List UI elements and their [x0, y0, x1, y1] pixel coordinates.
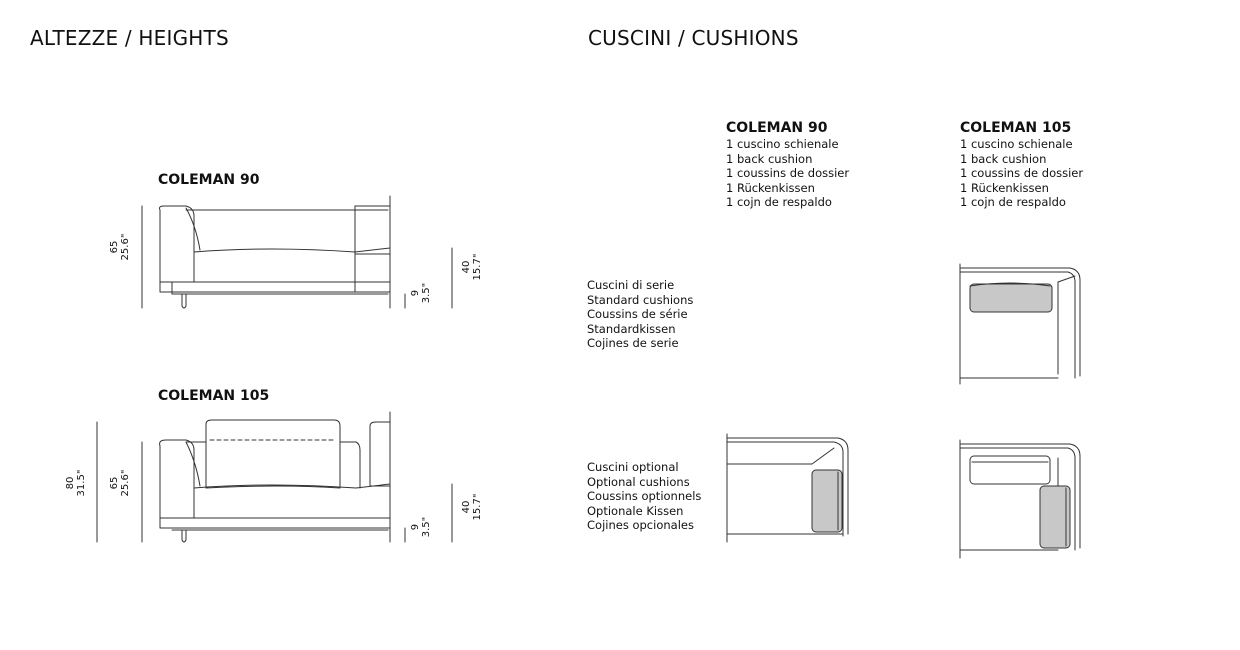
cushions-col-90-lines: 1 cuscino schienale 1 back cushion 1 coussins de dossier 1 Rückenkissen 1 cojn de respaldo [726, 137, 850, 210]
dim-105-total: 65 25.6" [109, 469, 131, 497]
dim-90-foot: 9 3.5" [410, 282, 432, 304]
dim-105-foot: 9 3.5" [410, 516, 432, 538]
dim-90-seat: 40 15.7" [461, 253, 483, 281]
coleman-105-standard-top-view [960, 264, 1080, 384]
cushions-row-standard-lines: Cuscini di serie Standard cushions Coussins de série Standardkissen Cojines de serie [587, 278, 694, 351]
cushions-col-105-title: COLEMAN 105 [960, 120, 1072, 136]
cushions-row-optional-lines: Cuscini optional Optional cushions Coussins optionnels Optionale Kissen Cojines opcionales [587, 460, 702, 533]
heights-model-90-title: COLEMAN 90 [158, 172, 260, 188]
heights-heading: ALTEZZE / HEIGHTS [30, 26, 229, 50]
coleman-105-side-drawing [97, 412, 452, 542]
coleman-90-side-drawing [142, 196, 452, 308]
heights-model-105-title: COLEMAN 105 [158, 388, 270, 404]
cushions-col-105-lines: 1 cuscino schienale 1 back cushion 1 coussins de dossier 1 Rückenkissen 1 cojn de respaldo [960, 137, 1084, 210]
coleman-105-optional-top-view [960, 440, 1080, 558]
dim-90-total: 65 25.6" [109, 233, 131, 261]
cushions-heading: CUSCINI / CUSHIONS [588, 26, 799, 50]
dim-105-cushion: 80 31.5" [65, 469, 87, 497]
coleman-90-optional-top-view [727, 434, 848, 542]
dim-105-seat: 40 15.7" [461, 493, 483, 521]
cushions-col-90-title: COLEMAN 90 [726, 120, 828, 136]
